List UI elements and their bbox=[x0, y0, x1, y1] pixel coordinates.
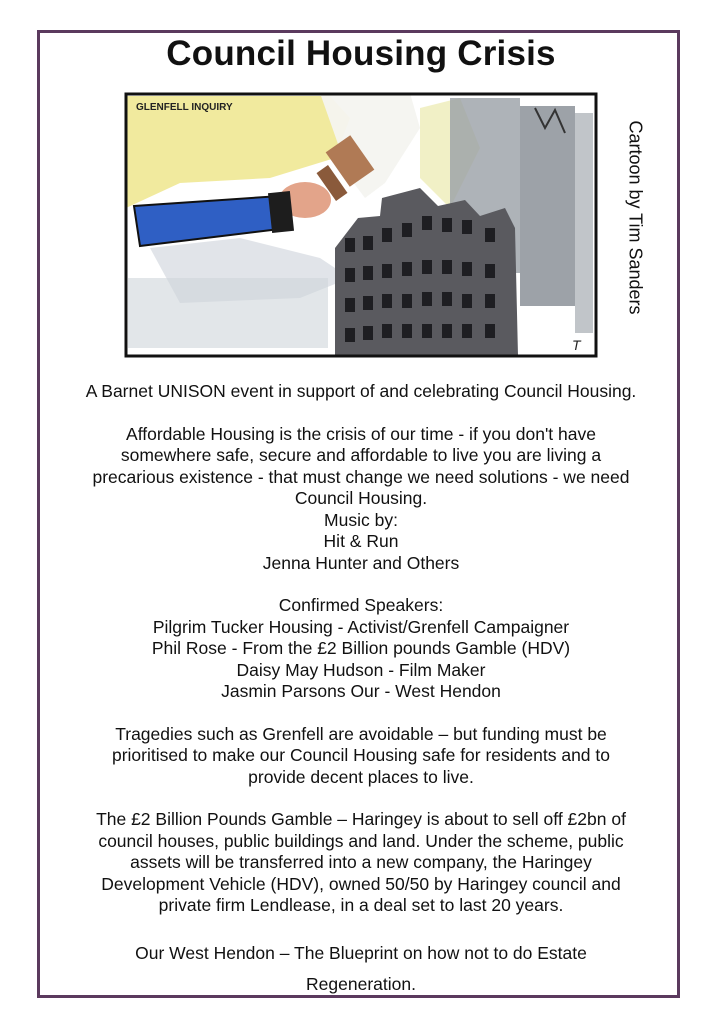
cartoon-caption: GLENFELL INQUIRY bbox=[136, 102, 233, 113]
speaker-item: Jasmin Parsons Our - West Hendon bbox=[221, 681, 501, 701]
tragedies-line: Tragedies such as Grenfell are avoidable – but funding must be bbox=[115, 723, 607, 744]
cartoon-credit-text: Cartoon by Tim Sanders bbox=[625, 119, 646, 315]
music-act: Hit & Run bbox=[323, 531, 399, 551]
west-hendon-line: Our West Hendon – The Blueprint on how not to do Estate bbox=[135, 942, 587, 963]
speaker-item: Daisy May Hudson - Film Maker bbox=[236, 659, 486, 680]
event-description bbox=[46, 381, 676, 1000]
affordable-line: somewhere safe, secure and affordable to live you are living a bbox=[120, 445, 602, 465]
tragedies-line: prioritised to make our Council Housing safe for residents and to bbox=[111, 745, 611, 765]
speaker-item: Pilgrim Tucker Housing - Activist/Grenfell Campaigner bbox=[152, 616, 570, 637]
affordable-line: Council Housing. bbox=[294, 488, 428, 508]
gamble-line: The £2 Billion Pounds Gamble – Haringey is about to sell off £2bn of bbox=[96, 809, 626, 829]
grenfell-cartoon bbox=[120, 88, 602, 363]
gamble-line: Development Vehicle (HDV), owned 50/50 by Haringey council and bbox=[101, 873, 621, 894]
cartoon-credit bbox=[623, 104, 647, 330]
west-hendon-line: Regeneration. bbox=[306, 973, 416, 994]
intro-text: A Barnet UNISON event in support of and celebrating Council Housing. bbox=[85, 381, 637, 401]
affordable-line: Affordable Housing is the crisis of our time - if you don't have bbox=[126, 423, 596, 444]
speaker-item: Phil Rose - From the £2 Billion pounds Gamble (HDV) bbox=[151, 638, 571, 658]
gamble-line: assets will be transferred into a new company, the Haringey bbox=[130, 852, 592, 872]
cartoon-signature: T bbox=[572, 337, 581, 353]
affordable-line: precarious existence - that must change we need solutions - we need bbox=[92, 466, 630, 487]
page-title: Council Housing Crisis bbox=[166, 34, 556, 73]
music-act: Jenna Hunter and Others bbox=[262, 552, 460, 573]
gamble-line: private firm Lendlease, in a deal set to last 20 years. bbox=[158, 895, 564, 915]
music-heading: Music by: bbox=[324, 509, 398, 530]
tragedies-line: provide decent places to live. bbox=[248, 766, 474, 787]
speakers-heading: Confirmed Speakers: bbox=[278, 595, 444, 615]
gamble-line: council houses, public buildings and land. Under the scheme, public bbox=[98, 830, 624, 851]
